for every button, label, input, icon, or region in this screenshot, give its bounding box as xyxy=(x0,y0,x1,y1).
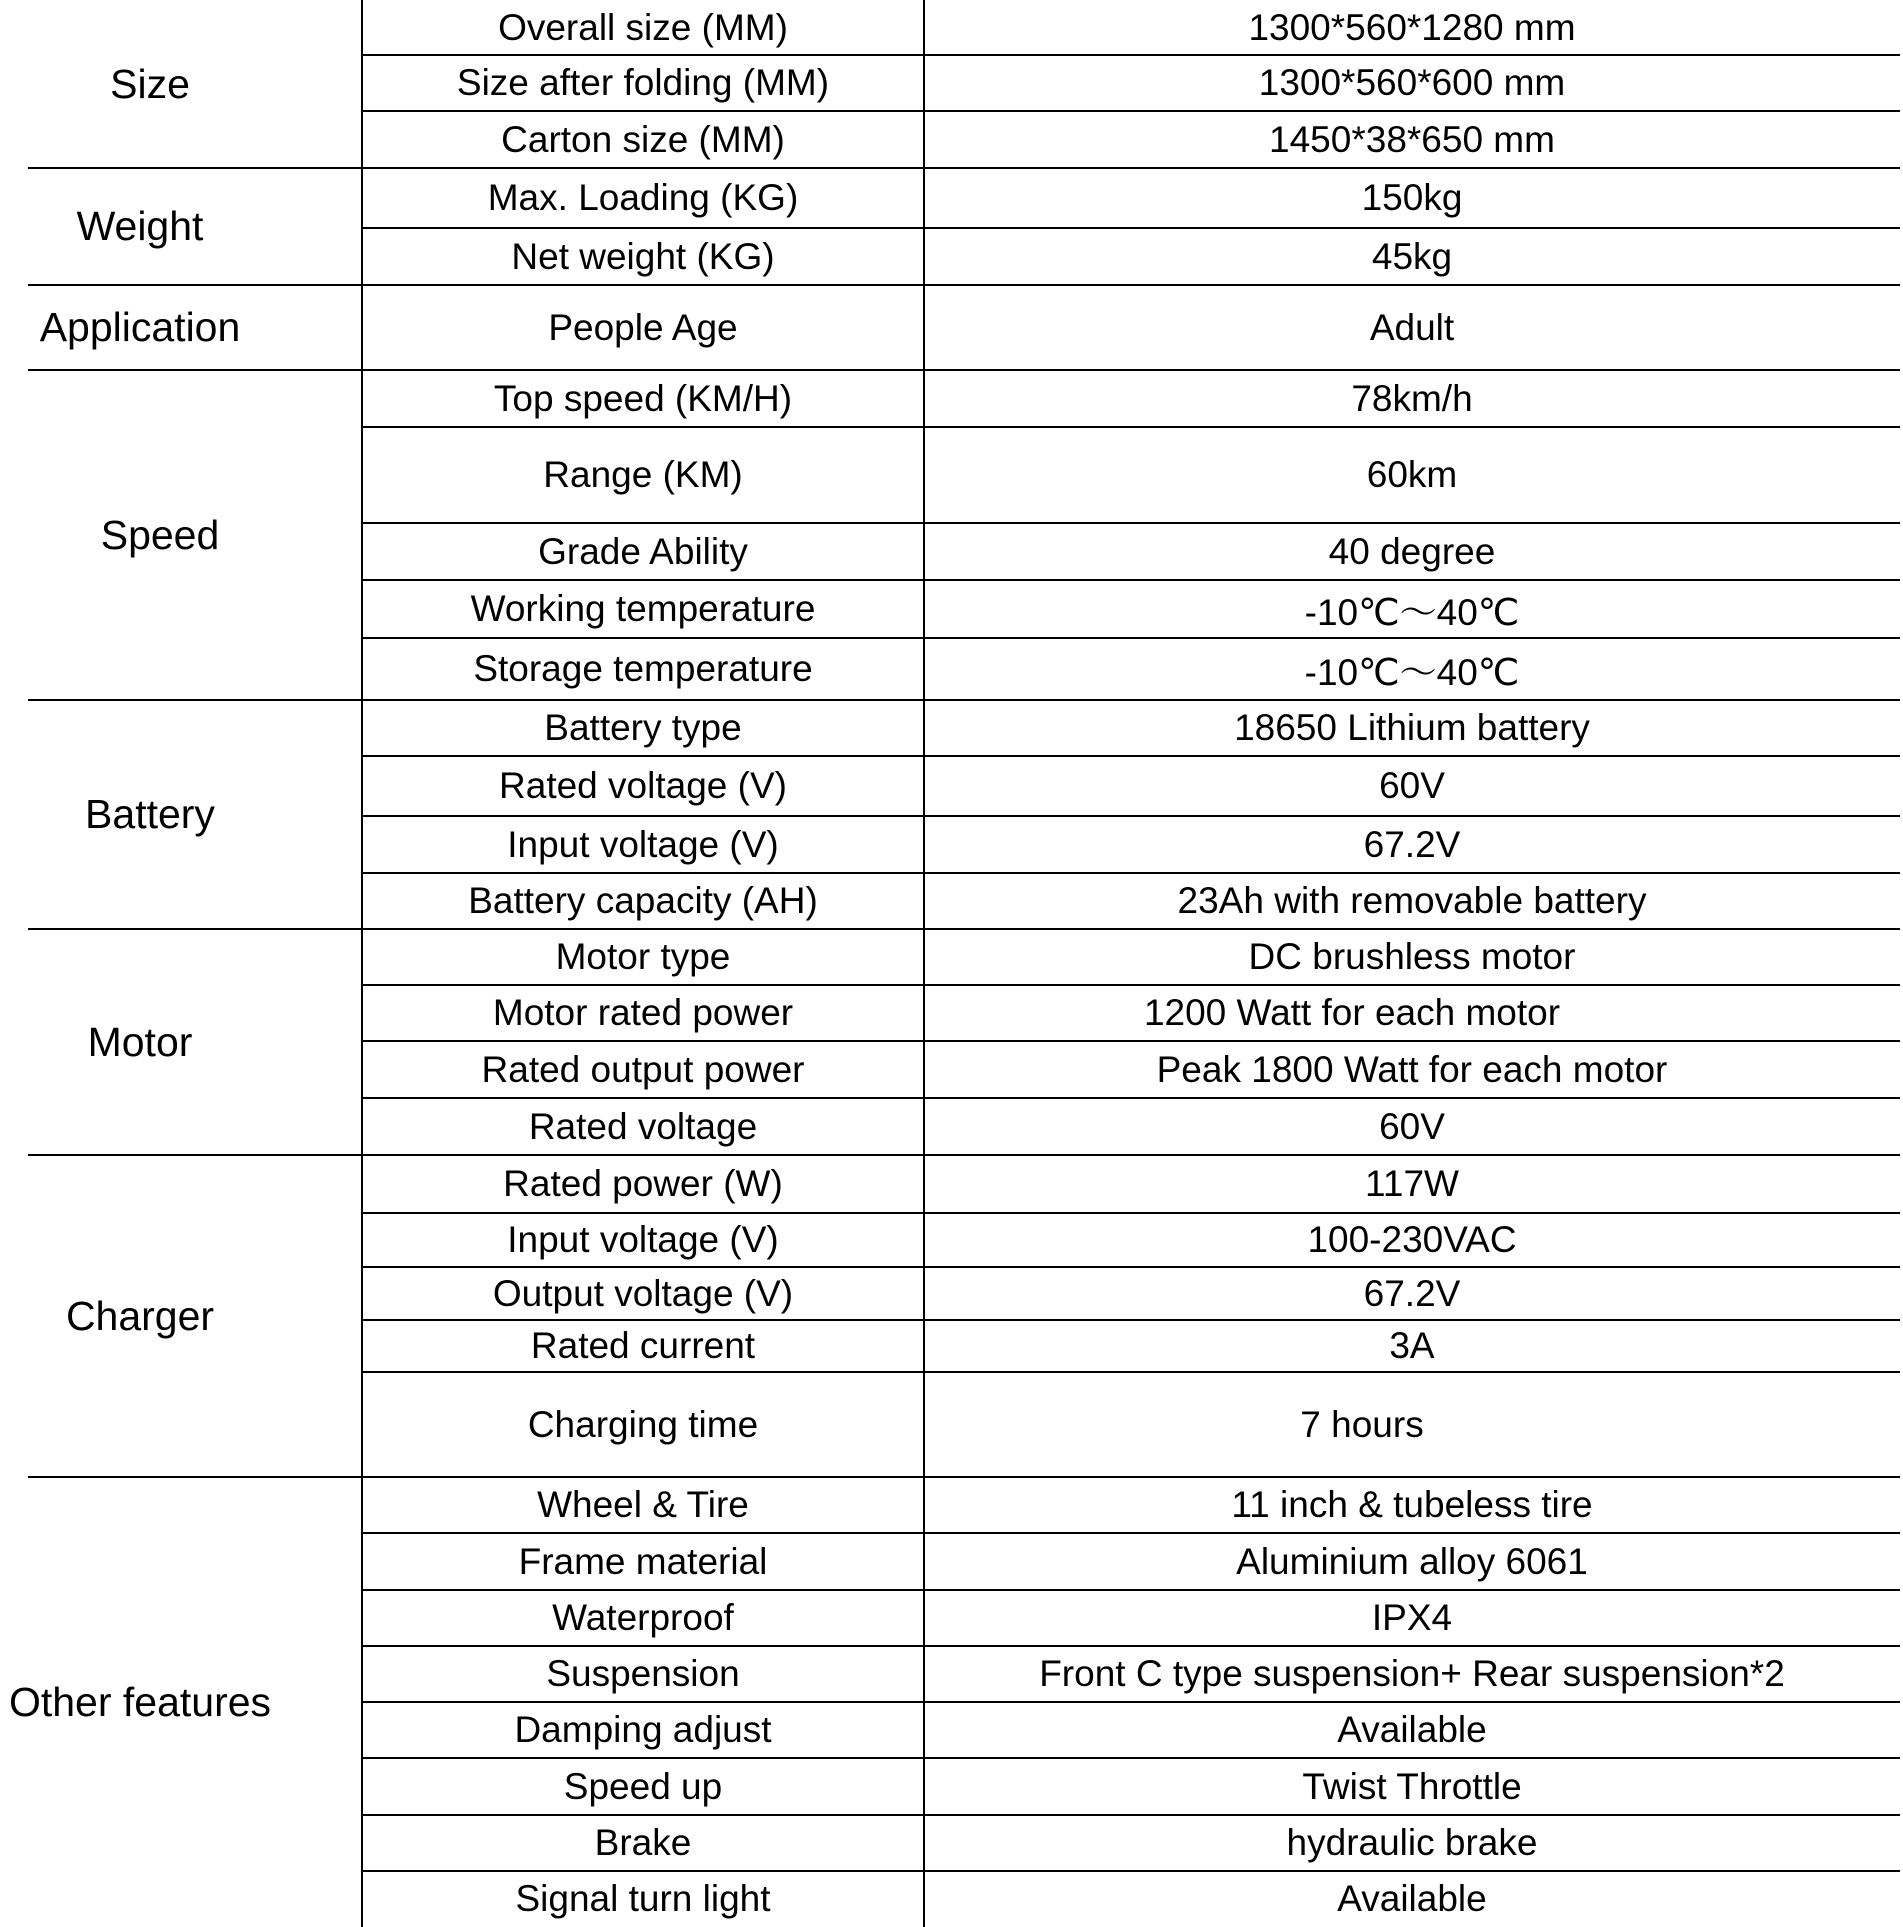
spec-label: Brake xyxy=(594,1822,692,1863)
spec-value: 117W xyxy=(1365,1163,1459,1204)
spec-label: Working temperature xyxy=(470,588,816,629)
spec-value: 45kg xyxy=(1371,235,1453,277)
spec-label: Battery capacity (AH) xyxy=(468,880,818,921)
spec-label: Input voltage (V) xyxy=(507,1219,779,1260)
spec-label: Damping adjust xyxy=(514,1709,772,1750)
spec-value: 1450*38*650 mm xyxy=(1269,118,1555,160)
group-name: Weight xyxy=(76,203,204,249)
spec-value: 78km/h xyxy=(1351,377,1473,419)
group-name: Speed xyxy=(100,511,220,558)
group-name: Battery xyxy=(85,791,215,837)
spec-value: 60V xyxy=(1379,1105,1445,1147)
spec-label: Motor rated power xyxy=(492,992,794,1033)
spec-value: 67.2V xyxy=(1363,823,1461,865)
spec-value: 3A xyxy=(1389,1325,1435,1366)
spec-label: Input voltage (V) xyxy=(507,823,779,865)
group-name: Motor xyxy=(87,1018,193,1065)
spec-label: Speed up xyxy=(563,1765,723,1807)
spec-value: 1300*560*600 mm xyxy=(1258,62,1566,103)
spec-label: Rated power (W) xyxy=(503,1163,783,1204)
spec-label: Max. Loading (KG) xyxy=(487,177,799,218)
spec-label: Suspension xyxy=(546,1653,740,1694)
spec-label: Range (KM) xyxy=(543,454,743,495)
spec-label: Waterproof xyxy=(552,1597,734,1638)
spec-value: -10℃～40℃ xyxy=(1304,652,1520,693)
column-divider-label xyxy=(361,0,363,1927)
spec-label: Motor type xyxy=(555,936,731,977)
spec-value: hydraulic brake xyxy=(1286,1822,1538,1863)
spec-value: 60km xyxy=(1366,454,1458,495)
spec-value: Adult xyxy=(1369,306,1455,348)
spec-value: Front C type suspension+ Rear suspension*2 xyxy=(1039,1653,1785,1694)
spec-value: 1200 Watt for each motor xyxy=(1143,992,1561,1033)
group-name: Size xyxy=(110,60,190,107)
spec-value: 60V xyxy=(1379,765,1445,806)
spec-value: DC brushless motor xyxy=(1248,936,1576,977)
spec-label: Rated voltage xyxy=(528,1105,758,1147)
spec-label: Charging time xyxy=(527,1403,759,1445)
spec-value: Aluminium alloy 6061 xyxy=(1236,1540,1588,1582)
spec-value: Twist Throttle xyxy=(1302,1765,1522,1807)
spec-label: Rated voltage (V) xyxy=(499,765,787,806)
spec-label: Overall size (MM) xyxy=(498,6,788,48)
spec-value: 23Ah with removable battery xyxy=(1177,880,1647,921)
spec-value: Available xyxy=(1337,1709,1487,1750)
spec-label: Size after folding (MM) xyxy=(456,62,830,103)
spec-value: 100-230VAC xyxy=(1307,1219,1517,1260)
spec-value: 150kg xyxy=(1361,177,1463,218)
spec-label: Storage temperature xyxy=(473,648,813,689)
spec-label: Carton size (MM) xyxy=(501,118,785,160)
spec-label: Rated output power xyxy=(481,1048,805,1090)
spec-label: Wheel & Tire xyxy=(537,1484,749,1525)
group-name: Other features xyxy=(8,1678,272,1725)
group-name: Application xyxy=(39,304,241,350)
spec-label: Top speed (KM/H) xyxy=(493,377,793,419)
spec-label: Net weight (KG) xyxy=(511,235,775,277)
group-name: Charger xyxy=(65,1292,215,1339)
spec-value: 7 hours xyxy=(1300,1403,1424,1445)
spec-value: Peak 1800 Watt for each motor xyxy=(1156,1048,1668,1090)
spec-value: 67.2V xyxy=(1363,1272,1461,1314)
spec-value: 1300*560*1280 mm xyxy=(1248,6,1576,48)
spec-value: 40 degree xyxy=(1328,530,1496,572)
spec-label: People Age xyxy=(548,306,738,348)
spec-label: Rated current xyxy=(530,1325,756,1366)
spec-label: Signal turn light xyxy=(515,1878,771,1919)
spec-value: 11 inch & tubeless tire xyxy=(1231,1484,1593,1525)
spec-value: 18650 Lithium battery xyxy=(1234,707,1590,748)
spec-value: -10℃～40℃ xyxy=(1304,592,1520,633)
spec-label: Frame material xyxy=(518,1540,768,1582)
spec-value: IPX4 xyxy=(1371,1597,1453,1638)
column-divider-value xyxy=(923,0,925,1927)
spec-label: Battery type xyxy=(544,707,742,748)
spec-label: Grade Ability xyxy=(538,530,748,572)
spec-label: Output voltage (V) xyxy=(492,1272,794,1314)
spec-value: Available xyxy=(1337,1878,1487,1919)
